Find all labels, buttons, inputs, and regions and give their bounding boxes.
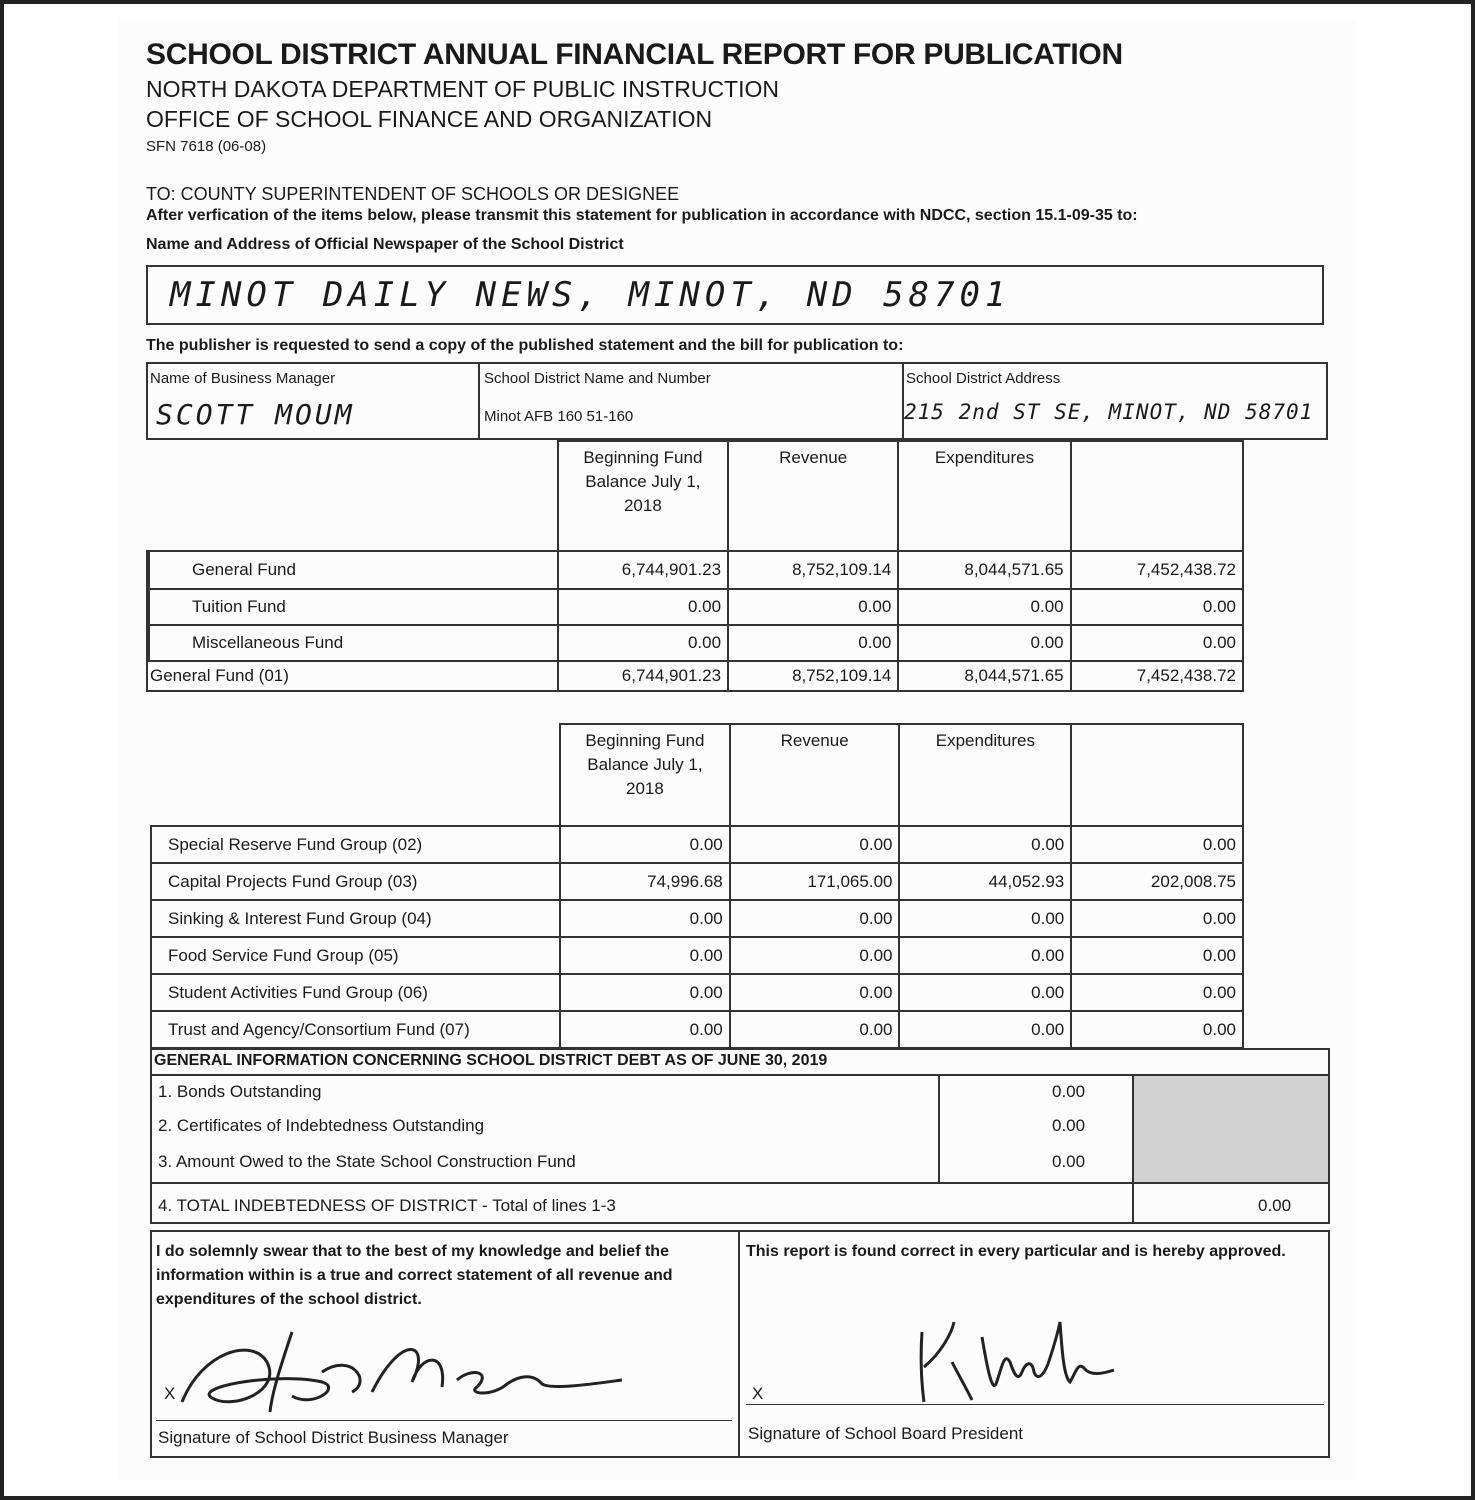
- address-value: 215 2nd ST SE, MINOT, ND 58701: [904, 400, 1314, 424]
- cell: 0.00: [1071, 900, 1243, 937]
- debt-section: [150, 1048, 1330, 1224]
- table-row: [147, 625, 1243, 661]
- cell: 0.00: [1071, 826, 1243, 863]
- header-expenditures: Expenditures: [898, 441, 1070, 551]
- cell: 0.00: [899, 900, 1071, 937]
- cell: 0.00: [730, 900, 900, 937]
- cell: 6,744,901.23: [558, 661, 728, 691]
- header-revenue: Revenue: [728, 441, 898, 551]
- cell: 0.00: [730, 937, 900, 974]
- general-fund-table: [146, 440, 1244, 692]
- manager-value: SCOTT MOUM: [156, 398, 355, 431]
- cell: 0.00: [730, 1011, 900, 1048]
- district-label: School District Name and Number: [484, 370, 711, 387]
- table-row: [147, 589, 1243, 625]
- cell: 74,996.68: [560, 863, 730, 900]
- shaded-cell: [1134, 1076, 1328, 1182]
- department-name: NORTH DAKOTA DEPARTMENT OF PUBLIC INSTRUCTION: [146, 76, 779, 102]
- to-line: TO: COUNTY SUPERINTENDENT OF SCHOOLS OR DESIGNEE: [146, 184, 680, 204]
- row-label: Special Reserve Fund Group (02): [151, 826, 560, 863]
- row-label: Sinking & Interest Fund Group (04): [151, 900, 560, 937]
- cell: 0.00: [558, 625, 728, 661]
- cell: 0.00: [899, 826, 1071, 863]
- cell: 0.00: [560, 974, 730, 1011]
- debt-total-value: 0.00: [1258, 1196, 1292, 1215]
- cell: 0.00: [558, 589, 728, 625]
- approval-text: This report is found correct in every particular and is hereby approved.: [746, 1243, 1286, 1260]
- table-row-total: [147, 661, 1243, 691]
- header-ending-balance: [1071, 724, 1243, 826]
- debt-item-label: 1. Bonds Outstanding: [158, 1082, 322, 1101]
- table-row: [151, 900, 1243, 937]
- manager-signature: [172, 1312, 632, 1422]
- cell: 0.00: [728, 589, 898, 625]
- row-label: Capital Projects Fund Group (03): [151, 863, 560, 900]
- cell: 0.00: [728, 625, 898, 661]
- contact-box: [146, 362, 1328, 440]
- cell: 0.00: [560, 937, 730, 974]
- cell: 8,044,571.65: [898, 551, 1070, 589]
- president-signature-caption: Signature of School Board President: [748, 1424, 1024, 1443]
- header-beginning-balance: Beginning Fund Balance July 1, 2018: [558, 441, 728, 551]
- cell: 0.00: [730, 826, 900, 863]
- cell: 0.00: [1071, 1011, 1243, 1048]
- table-row: [151, 937, 1243, 974]
- cell: 0.00: [1071, 937, 1243, 974]
- form-number: SFN 7618 (06-08): [146, 138, 267, 155]
- publisher-note: The publisher is requested to send a copy of the published statement and the bill for publication to:: [146, 337, 904, 354]
- cell: 0.00: [899, 974, 1071, 1011]
- header-ending-balance: [1071, 441, 1243, 551]
- cell: 0.00: [1071, 974, 1243, 1011]
- row-label: Tuition Fund: [147, 589, 558, 625]
- cell: 0.00: [560, 826, 730, 863]
- debt-item-value: 0.00: [1052, 1152, 1086, 1171]
- district-value: Minot AFB 160 51-160: [484, 408, 634, 425]
- debt-item-label: 3. Amount Owed to the State School Construction Fund: [158, 1152, 576, 1171]
- report-title: SCHOOL DISTRICT ANNUAL FINANCIAL REPORT FOR PUBLICATION: [146, 38, 1123, 71]
- header-revenue: Revenue: [730, 724, 900, 826]
- table-row: [151, 1011, 1243, 1048]
- debt-item-value: 0.00: [1052, 1116, 1086, 1135]
- header-blank: [151, 724, 560, 826]
- newspaper-value: MINOT DAILY NEWS, MINOT, ND 58701: [170, 275, 1011, 315]
- cell: 0.00: [1071, 589, 1243, 625]
- cell: 0.00: [898, 589, 1070, 625]
- row-label: Trust and Agency/Consortium Fund (07): [151, 1011, 560, 1048]
- row-label: General Fund (01): [147, 661, 558, 691]
- cell: 202,008.75: [1071, 863, 1243, 900]
- oath-text: I do solemnly swear that to the best of my knowledge and belief the information within is a true and correct statement of all revenue and expenditures of the school district.: [156, 1243, 673, 1308]
- cell: 0.00: [898, 625, 1070, 661]
- newspaper-box: [146, 265, 1324, 325]
- cell: 171,065.00: [730, 863, 900, 900]
- cell: 6,744,901.23: [558, 551, 728, 589]
- cell: 8,044,571.65: [898, 661, 1070, 691]
- debt-item-value: 0.00: [1052, 1082, 1086, 1101]
- other-funds-table: [150, 723, 1244, 1049]
- cell: 0.00: [1071, 625, 1243, 661]
- manager-label: Name of Business Manager: [150, 370, 336, 387]
- cell: 0.00: [899, 1011, 1071, 1048]
- cell: 0.00: [560, 1011, 730, 1048]
- debt-total-label: 4. TOTAL INDEBTEDNESS OF DISTRICT - Total of lines 1-3: [158, 1196, 616, 1215]
- cell: 0.00: [730, 974, 900, 1011]
- cell: 0.00: [899, 937, 1071, 974]
- table-row: [151, 826, 1243, 863]
- cell: 8,752,109.14: [728, 661, 898, 691]
- row-label: General Fund: [147, 551, 558, 589]
- cell: 7,452,438.72: [1071, 551, 1243, 589]
- row-label: Food Service Fund Group (05): [151, 937, 560, 974]
- verify-instruction: After verfication of the items below, please transmit this statement for publication in accordance with NDCC, section 15.1-09-35 to:: [146, 207, 1138, 224]
- x-mark: X: [164, 1384, 176, 1403]
- header-expenditures: Expenditures: [899, 724, 1071, 826]
- debt-item-label: 2. Certificates of Indebtedness Outstanding: [158, 1116, 485, 1135]
- header-beginning-balance: Beginning Fund Balance July 1, 2018: [560, 724, 730, 826]
- president-signature: [892, 1312, 1152, 1412]
- x-mark: X: [752, 1384, 764, 1403]
- address-label: School District Address: [906, 370, 1061, 387]
- office-name: OFFICE OF SCHOOL FINANCE AND ORGANIZATION: [146, 106, 713, 132]
- header-blank: [147, 441, 558, 551]
- table-row: [147, 551, 1243, 589]
- table-row: [151, 863, 1243, 900]
- cell: 44,052.93: [899, 863, 1071, 900]
- debt-title: GENERAL INFORMATION CONCERNING SCHOOL DISTRICT DEBT AS OF JUNE 30, 2019: [154, 1052, 828, 1069]
- table-row: [151, 974, 1243, 1011]
- signature-section: [150, 1230, 1330, 1458]
- cell: 8,752,109.14: [728, 551, 898, 589]
- row-label: Student Activities Fund Group (06): [151, 974, 560, 1011]
- manager-signature-caption: Signature of School District Business Manager: [158, 1428, 509, 1447]
- cell: 7,452,438.72: [1071, 661, 1243, 691]
- cell: 0.00: [560, 900, 730, 937]
- newspaper-label: Name and Address of Official Newspaper of the School District: [146, 236, 624, 253]
- row-label: Miscellaneous Fund: [147, 625, 558, 661]
